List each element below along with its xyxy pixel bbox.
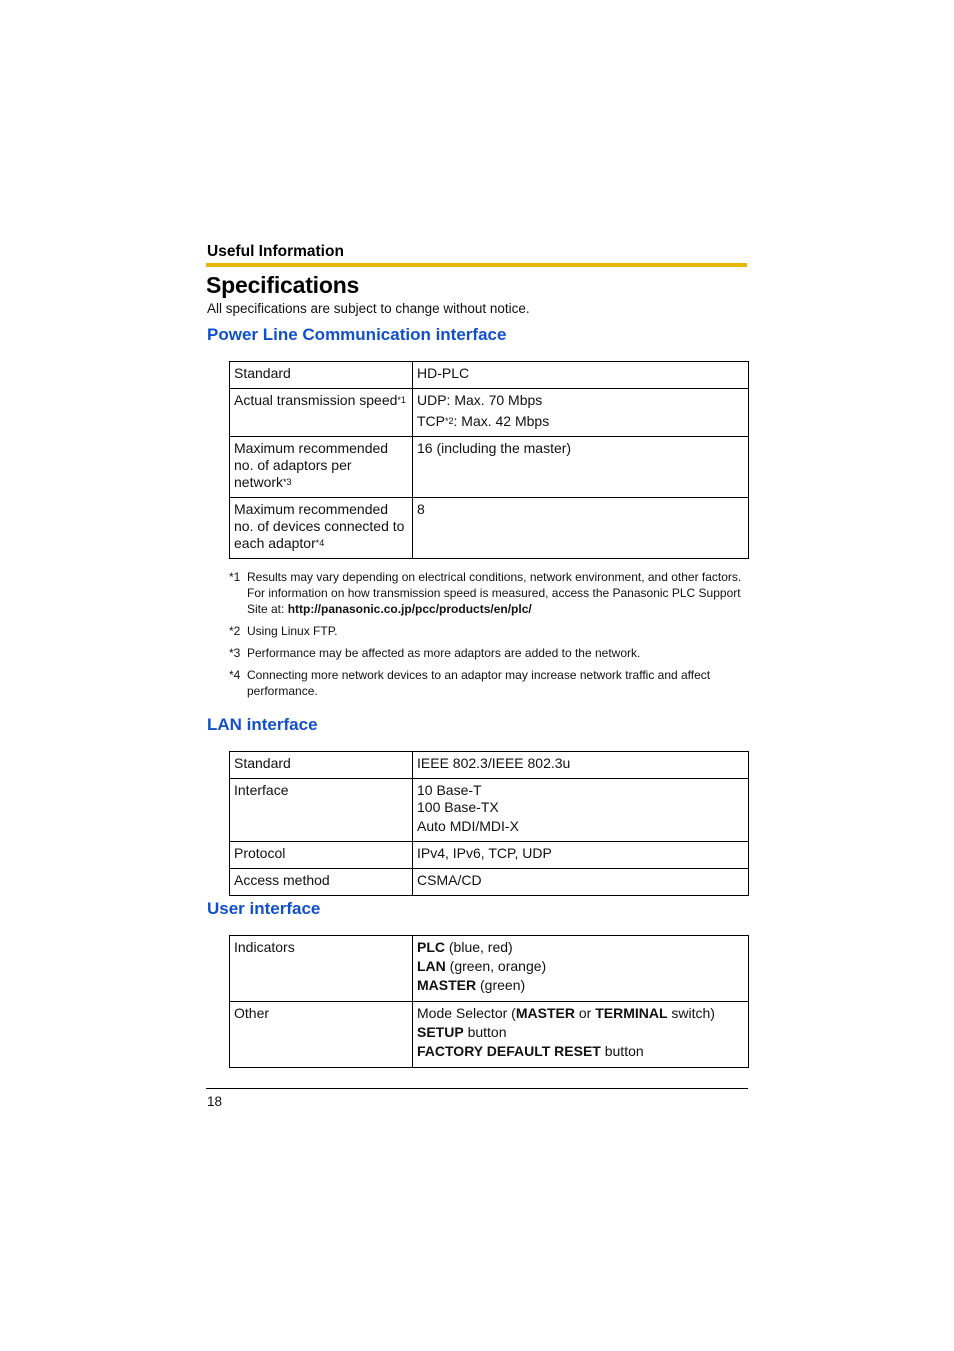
- plc-table: [229, 361, 749, 559]
- spec-value: 8: [413, 498, 749, 559]
- footer-divider: [206, 1088, 748, 1089]
- table-row: [230, 842, 749, 869]
- spec-key: Maximum recommended no. of devices connected to each adaptor$^{*4}$: [230, 498, 413, 559]
- spec-key: Interface: [230, 779, 413, 842]
- spec-value: 10 Base-T 100 Base-TX Auto MDI/MDI-X: [413, 779, 749, 842]
- page-number: 18: [207, 1094, 223, 1109]
- spec-value: IEEE 802.3/IEEE 802.3u: [413, 752, 749, 779]
- spec-value: PLC (blue, red) LAN (green, orange) MASTER (green): [413, 936, 749, 1002]
- intro-text: All specifications are subject to change without notice.: [207, 301, 530, 316]
- spec-key: Indicators: [230, 936, 413, 1002]
- footnote: *1 Results may vary depending on electrical conditions, network environment, and other factors. For information on how transmission speed is measured, access the Panasonic PLC Support Site at: http://panasonic.co.jp/pcc/products/en/plc/: [229, 570, 742, 616]
- spec-key: Standard: [230, 752, 413, 779]
- footnote: *4 Connecting more network devices to an adaptor may increase network traffic and affect performance.: [229, 668, 711, 698]
- page-title: Specifications: [206, 272, 360, 298]
- ui-table: [229, 935, 749, 1068]
- spec-value: IPv4, IPv6, TCP, UDP: [413, 842, 749, 869]
- section-divider: [206, 263, 747, 267]
- spec-key: Access method: [230, 869, 413, 896]
- table-row: [230, 752, 749, 779]
- spec-value: HD-PLC: [413, 362, 749, 389]
- spec-key: Protocol: [230, 842, 413, 869]
- spec-key: Standard: [230, 362, 413, 389]
- plc-heading: Power Line Communication interface: [207, 325, 507, 344]
- lan-heading: LAN interface: [207, 715, 318, 734]
- table-row: [230, 779, 749, 842]
- footnote: *2 Using Linux FTP.: [229, 624, 338, 638]
- table-row: [230, 1002, 749, 1068]
- table-row: [230, 936, 749, 1002]
- support-site-link[interactable]: http://panasonic.co.jp/pcc/products/en/plc/: [287, 602, 532, 616]
- table-row: [230, 869, 749, 896]
- section-label: Useful Information: [207, 243, 344, 260]
- table-row: [230, 498, 749, 559]
- ui-heading: User interface: [207, 899, 321, 918]
- spec-value: 16 (including the master): [413, 437, 749, 498]
- table-row: [230, 362, 749, 389]
- table-row: [230, 389, 749, 437]
- spec-value: CSMA/CD: [413, 869, 749, 896]
- spec-value: UDP: Max. 70 Mbps TCP$^{*2}$: Max. 42 Mbps: [413, 389, 749, 437]
- footnote: *3 Performance may be affected as more adaptors are added to the network.: [229, 646, 641, 660]
- footnotes: [229, 569, 745, 705]
- spec-key: Other: [230, 1002, 413, 1068]
- spec-value: Mode Selector (MASTER or TERMINAL switch) SETUP button FACTORY DEFAULT RESET button: [413, 1002, 749, 1068]
- spec-key: Actual transmission speed$^{*1}$: [230, 389, 413, 437]
- lan-table: [229, 751, 749, 896]
- spec-key: Maximum recommended no. of adaptors per network$^{*3}$: [230, 437, 413, 498]
- table-row: [230, 437, 749, 498]
